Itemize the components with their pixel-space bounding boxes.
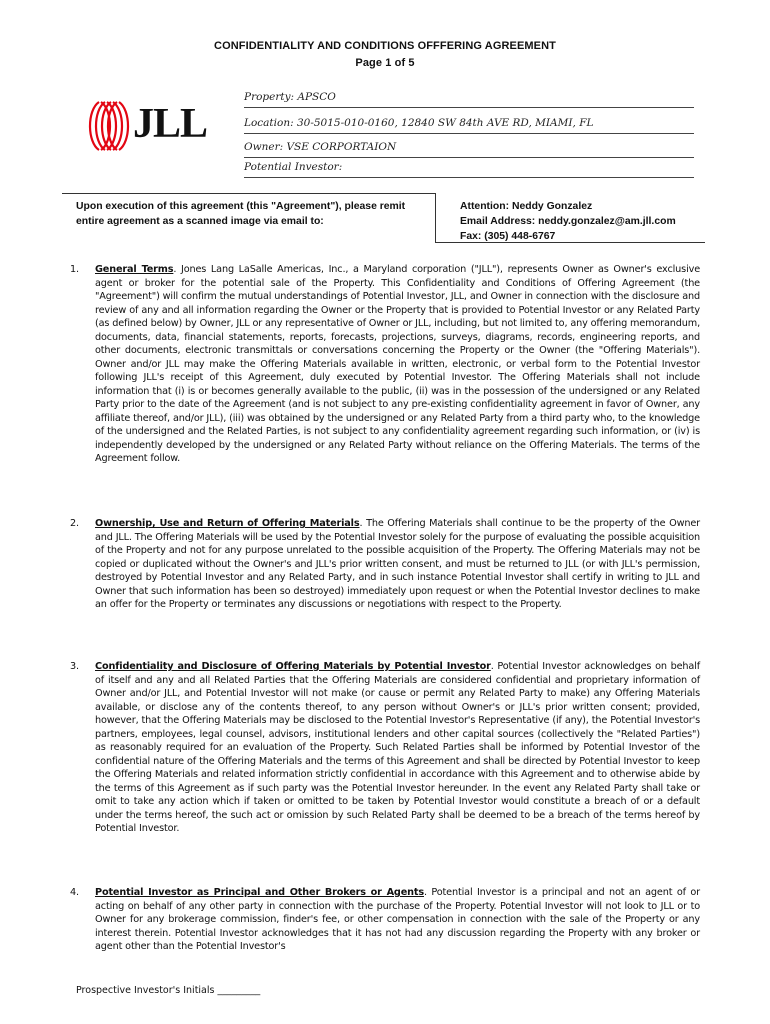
fax-line: Fax: (305) 448-6767 bbox=[460, 231, 556, 242]
section-text: . Jones Lang LaSalle Americas, Inc., a Maryland corporation ("JLL"), represents Owner as Owner's exclusive agent or broker for the potential sale of the Property. This Confidentiality and Conditions of Offering Agreement (the "Agreement") will confirm the mutual understandings of Potential Investor, JLL, and Owner in connection with the disclosure and review of any and all information regarding the Owner or the Property that is provided to Potential Investor or any Related Party (as defined below) by Owner, JLL or any representative of Owner or JLL, including, but not limited to, any offering memorandum, documents, data, financial statements, reports, forecasts, projections, surveys, diagrams, records, engineering reports, and other documents, electronic transmittals or conversations concerning the Property or the Owner (the "Offering Materials"). Owner and/or JLL may make the Offering Materials available in written, electronic, or verbal form to the Potential Investor following JLL's receipt of this Agreement, duly executed by Potential Investor. The Offering Materials shall not include information that (i) is or becomes generally available to the public, (ii) was in the possession of the undersigned or any Related Party prior to the date of the Agreement (and is not subject to any pre-existing confidentiality agreement in favor of Owner, any affiliate thereof, and/or JLL), (iii) was obtained by the undersigned or any Related Party from a third party who, to the knowledge of the undersigned and the Related Parties, is not subject to any confidentiality agreement regarding such information, or (iv) is independently developed by the undersigned or any Related Party without reliance on the Offering Materials. The terms of the Agreement follow. bbox=[95, 264, 701, 464]
divider bbox=[62, 193, 435, 194]
section-general-terms bbox=[70, 263, 700, 466]
section-text: . Potential Investor is a principal and not an agent of or acting on behalf of any other party in connection with the purchase of the Property. Potential Investor will not look to JLL or to Owner for any brokerage commission, finder's fee, or other compensation in connection with the sale of the Property or any interest therein. Potential Investor acknowledges that it has not had any discussion regarding the Property with any broker or agent other than the Potential Investor's bbox=[95, 887, 700, 952]
section-ownership-use-return bbox=[70, 517, 700, 612]
contact-block bbox=[460, 199, 710, 244]
section-text: . The Offering Materials shall continue to be the property of the Owner and JLL. The Offering Materials will be used by the Potential Investor solely for the purpose of evaluating the possible acquisition of the Property and not for any purpose unrelated to the possible acquisition of the Property. The Offering Materials may not be copied or duplicated without the Owner's and JLL's prior written consent, and must be returned to JLL (or with JLL's permission, destroyed by Potential Investor and any Related Party, and in such instance Potential Investor shall certify in writing to JLL and Owner that such information has been so destroyed) immediately upon request or when the Potential Investor declines to make an offer for the Property or terminates any discussions or negotiations with respect to the Property. bbox=[95, 518, 701, 610]
attention-line: Attention: Neddy Gonzalez bbox=[460, 201, 593, 212]
page-number: Page 1 of 5 bbox=[355, 57, 415, 69]
section-number: 2. bbox=[70, 518, 79, 529]
potential-investor-field: Potential Investor: bbox=[244, 161, 694, 178]
section-principal-brokers bbox=[70, 886, 700, 954]
section-heading: General Terms bbox=[95, 264, 174, 275]
owner-field: Owner: VSE CORPORTAION bbox=[244, 141, 694, 158]
section-heading: Potential Investor as Principal and Other Brokers or Agents bbox=[95, 887, 424, 898]
section-number: 4. bbox=[70, 887, 79, 898]
submission-instructions: Upon execution of this agreement (this "Agreement"), please remit entire agreement as a scanned image via email to: bbox=[76, 201, 406, 227]
property-field: Property: APSCO bbox=[244, 91, 694, 108]
document-title: CONFIDENTIALITY AND CONDITIONS OFFFERING AGREEMENT bbox=[214, 40, 556, 52]
section-number: 1. bbox=[70, 264, 79, 275]
section-heading: Confidentiality and Disclosure of Offering Materials by Potential Investor bbox=[95, 661, 491, 672]
initials-footer: Prospective Investor's Initials _________ bbox=[76, 985, 261, 996]
jll-logo-text: JLL bbox=[133, 101, 208, 147]
email-line: Email Address: neddy.gonzalez@am.jll.com bbox=[460, 216, 676, 227]
section-text: . Potential Investor acknowledges on behalf of itself and any and all Related Parties that the Offering Materials are considered confidential and proprietary information of Owner and/or JLL, and Potential Investor will not make (or cause or permit any Related Party to make) any Offering Materials available, or disclose any of the contents thereof, to any person without Owner's or JLL's prior written consent; provided, however, that the Offering Materials may be disclosed to the Potential Investor's Representative (if any), the Potential Investor's partners, employees, legal counsel, advisors, institutional lenders and other capital sources (collectively the "Related Parties") as reasonably required for an evaluation of the Property. Such Related Parties shall be informed by Potential Investor of the confidential nature of the Offering Materials and the terms of this Agreement and shall be directed by Potential Investor to keep the Offering Materials and related information strictly confidential in accordance with this Agreement and to otherwise abide by the terms of this Agreement as if such party was the Potential Investor hereunder. In the event any Related Party shall take or omit to take any action which if taken or omitted to be taken by Potential Investor would constitute a breach of or a default under the terms hereof, the such act or omission by such Related Party shall be deemed to be a breach of the terms hereof by Potential Investor. bbox=[95, 661, 700, 834]
section-confidentiality-disclosure bbox=[70, 660, 700, 836]
section-heading: Ownership, Use and Return of Offering Materials bbox=[95, 518, 360, 529]
section-number: 3. bbox=[70, 661, 79, 672]
divider bbox=[435, 193, 436, 242]
location-field: Location: 30-5015-010-0160, 12840 SW 84th AVE RD, MIAMI, FL bbox=[244, 117, 694, 134]
